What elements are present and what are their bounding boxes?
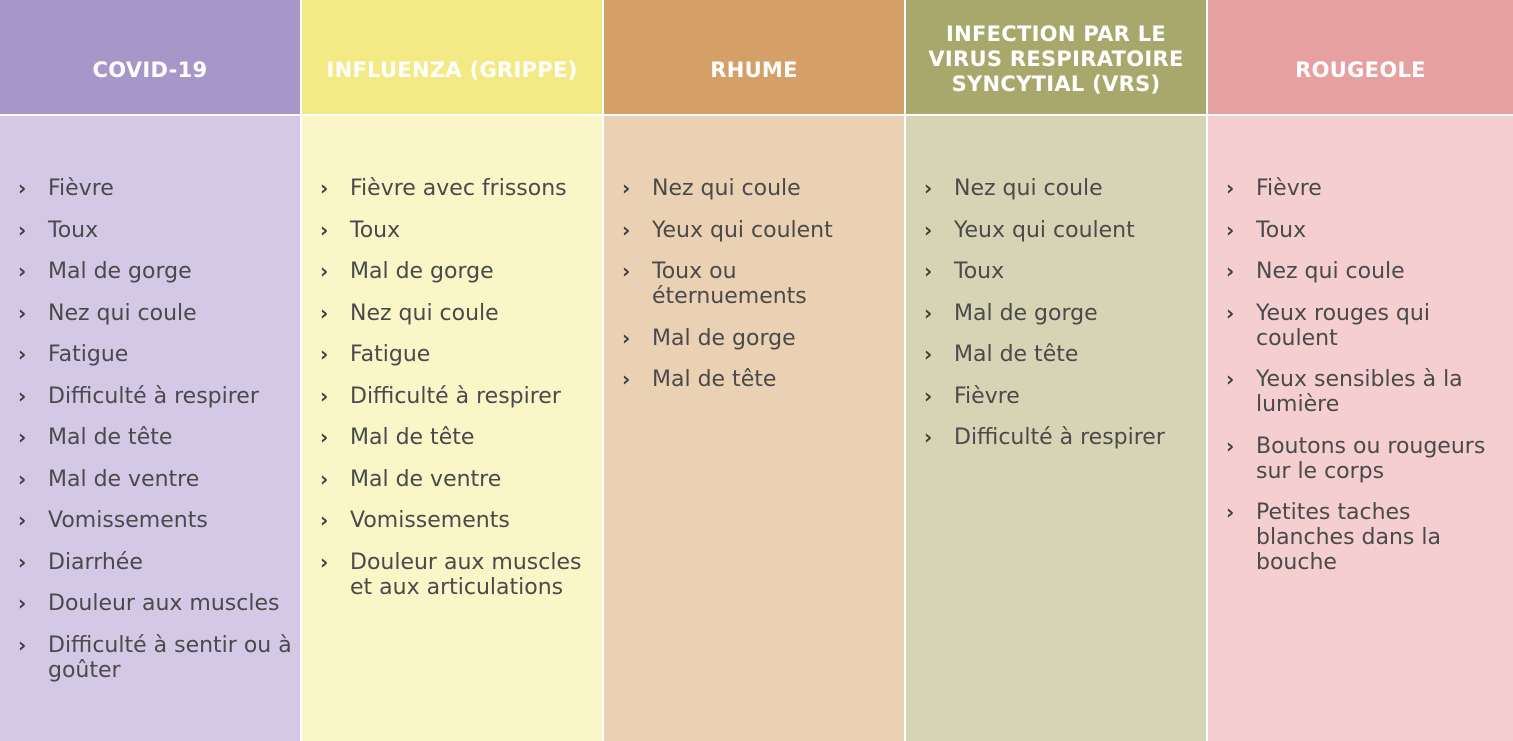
column-header xyxy=(1208,0,1513,116)
column-title: COVID-19 xyxy=(92,58,208,82)
chevron-right-icon: › xyxy=(924,383,933,408)
list-item: › Boutons ou rougeurs sur le corps xyxy=(1226,433,1486,484)
list-item: › Petites taches blanches dans la bouche xyxy=(1226,500,1441,575)
column-rougeole xyxy=(1208,0,1513,741)
chevron-right-icon: › xyxy=(320,425,329,449)
list-item: › Diarrhée xyxy=(18,549,143,575)
chevron-right-icon: › xyxy=(18,342,27,366)
chevron-right-icon: › xyxy=(924,300,933,325)
chevron-right-icon: › xyxy=(1226,300,1235,325)
column-covid-19 xyxy=(0,0,302,741)
chevron-right-icon: › xyxy=(622,367,631,391)
chevron-right-icon: › xyxy=(320,508,329,532)
chevron-right-icon: › xyxy=(320,300,329,325)
list-item: › Mal de gorge xyxy=(622,325,796,351)
list-item: › Mal de tête xyxy=(924,342,1079,367)
column-influenza xyxy=(302,0,604,741)
list-item: › Douleur aux muscles et aux articulations xyxy=(320,549,582,600)
column-header xyxy=(0,0,300,116)
chevron-right-icon: › xyxy=(18,549,27,574)
list-item: › Fatigue xyxy=(18,342,129,367)
chevron-right-icon: › xyxy=(18,425,27,449)
list-item: › Vomissements xyxy=(18,508,208,533)
chevron-right-icon: › xyxy=(1226,217,1235,242)
chevron-right-icon: › xyxy=(924,425,933,449)
chevron-right-icon: › xyxy=(924,342,933,366)
list-item: › Vomissements xyxy=(320,508,510,533)
chevron-right-icon: › xyxy=(622,176,631,200)
list-item: › Difficulté à sentir ou à goûter xyxy=(18,632,292,683)
list-item: › Toux xyxy=(320,217,401,243)
chevron-right-icon: › xyxy=(1226,433,1235,458)
list-item: › Nez qui coule xyxy=(924,176,1103,201)
list-item: › Mal de gorge xyxy=(320,259,494,284)
list-item: › Mal de ventre xyxy=(18,466,200,492)
list-item: › Fatigue xyxy=(320,342,431,367)
list-item: › Nez qui coule xyxy=(320,300,499,326)
column-body xyxy=(906,116,1206,741)
list-item: › Fièvre xyxy=(924,383,1020,409)
symptom-list xyxy=(302,176,602,600)
list-item: › Fièvre xyxy=(1226,176,1322,201)
list-item: › Mal de gorge xyxy=(924,300,1098,326)
column-vrs xyxy=(906,0,1208,741)
column-rhume xyxy=(604,0,906,741)
list-item: › Difficulté à respirer xyxy=(18,383,259,409)
symptom-list xyxy=(0,176,300,683)
chevron-right-icon: › xyxy=(18,632,27,657)
column-title: INFLUENZA (GRIPPE) xyxy=(326,58,578,82)
list-item: › Fièvre xyxy=(18,176,114,201)
list-item: › Mal de ventre xyxy=(320,466,502,492)
chevron-right-icon: › xyxy=(622,259,631,283)
list-item: › Nez qui coule xyxy=(1226,259,1405,284)
column-body xyxy=(302,116,602,741)
chevron-right-icon: › xyxy=(1226,176,1235,200)
list-item: › Toux xyxy=(924,259,1005,284)
symptom-list xyxy=(906,176,1206,450)
chevron-right-icon: › xyxy=(18,300,27,325)
list-item: › Yeux qui coulent xyxy=(924,217,1135,243)
list-item: › Yeux qui coulent xyxy=(622,217,833,243)
column-header xyxy=(302,0,602,116)
list-item: › Nez qui coule xyxy=(18,300,197,326)
chevron-right-icon: › xyxy=(320,383,329,408)
column-header xyxy=(906,0,1206,116)
chevron-right-icon: › xyxy=(18,466,27,491)
chevron-right-icon: › xyxy=(18,508,27,532)
column-body xyxy=(604,116,904,741)
column-title: RHUME xyxy=(710,58,798,82)
chevron-right-icon: › xyxy=(320,259,329,283)
chevron-right-icon: › xyxy=(622,325,631,350)
list-item: › Mal de tête xyxy=(622,367,777,392)
column-title: INFECTION PAR LE VIRUS RESPIRATOIRE SYNCYTIAL (VRS) xyxy=(928,22,1184,96)
chevron-right-icon: › xyxy=(320,466,329,491)
chevron-right-icon: › xyxy=(18,217,27,242)
chevron-right-icon: › xyxy=(924,217,933,242)
list-item: › Mal de tête xyxy=(320,425,475,450)
chevron-right-icon: › xyxy=(1226,367,1235,391)
chevron-right-icon: › xyxy=(320,176,329,200)
list-item: › Fièvre avec frissons xyxy=(320,176,567,201)
chevron-right-icon: › xyxy=(320,342,329,366)
list-item: › Yeux rouges qui coulent xyxy=(1226,300,1430,351)
list-item: › Nez qui coule xyxy=(622,176,801,201)
list-item: › Mal de tête xyxy=(18,425,173,450)
list-item: › Toux xyxy=(1226,217,1307,243)
symptom-list xyxy=(1208,176,1513,575)
chevron-right-icon: › xyxy=(320,549,329,574)
list-item: › Mal de gorge xyxy=(18,259,192,284)
list-item: › Toux ou éternuements xyxy=(622,259,807,309)
symptom-list xyxy=(604,176,904,392)
list-item: › Difficulté à respirer xyxy=(924,425,1165,450)
list-item: › Douleur aux muscles xyxy=(18,591,280,616)
chevron-right-icon: › xyxy=(924,176,933,200)
chevron-right-icon: › xyxy=(18,383,27,408)
chevron-right-icon: › xyxy=(18,591,27,615)
chevron-right-icon: › xyxy=(18,259,27,283)
chevron-right-icon: › xyxy=(18,176,27,200)
column-body xyxy=(1208,116,1513,741)
chevron-right-icon: › xyxy=(1226,259,1235,283)
chevron-right-icon: › xyxy=(622,217,631,242)
chevron-right-icon: › xyxy=(1226,500,1235,524)
list-item: › Toux xyxy=(18,217,99,243)
chevron-right-icon: › xyxy=(320,217,329,242)
column-title: ROUGEOLE xyxy=(1295,58,1426,82)
column-body xyxy=(0,116,300,741)
list-item: › Difficulté à respirer xyxy=(320,383,561,409)
list-item: › Yeux sensibles à la lumière xyxy=(1226,367,1463,417)
column-header xyxy=(604,0,904,116)
chevron-right-icon: › xyxy=(924,259,933,283)
